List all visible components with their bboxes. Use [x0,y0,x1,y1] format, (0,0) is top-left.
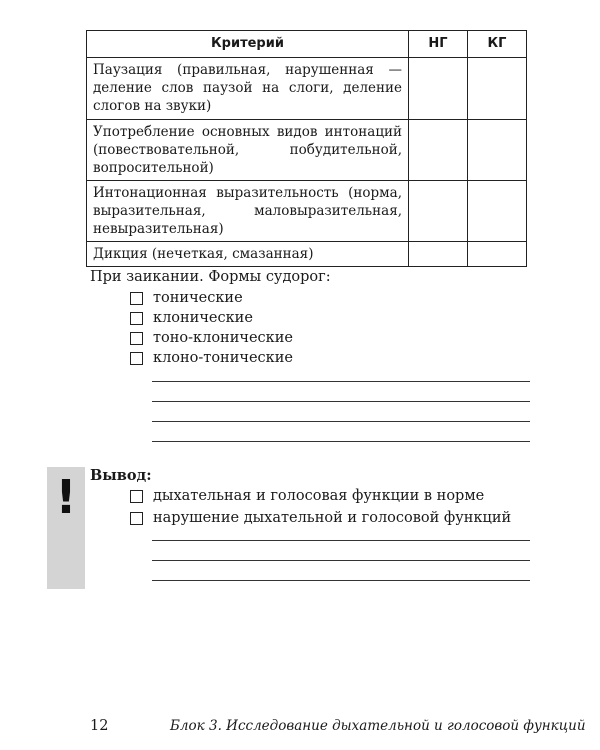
header-criterion: Критерий [87,31,409,58]
write-in-line[interactable] [152,540,530,541]
checkbox[interactable] [130,352,143,365]
checkbox[interactable] [130,312,143,325]
write-in-line[interactable] [152,381,530,382]
running-footer: Блок 3. Исследование дыхательной и голосовой функций [170,718,586,734]
exclamation-icon: ! [55,470,77,524]
ng-cell[interactable] [409,120,468,181]
write-in-line[interactable] [152,421,530,422]
table-row [87,58,527,120]
ng-cell[interactable] [409,181,468,242]
option-tono-clonic[interactable] [130,330,293,346]
option-label: нарушение дыхательной и голосовой функций [153,510,512,526]
stuttering-heading: При заикании. Формы судорог: [90,269,331,285]
checkbox[interactable] [130,512,143,525]
criterion-cell: Употребление основных видов интонаций (повествовательной, побудительной, вопросительной) [87,120,409,181]
criterion-cell: Интонационная выразительность (норма, выразительная, маловыразительная, невыразительная) [87,181,409,242]
option-label: клонические [153,310,253,326]
option-label: клоно-тонические [153,350,293,366]
table-row [87,120,527,181]
write-in-line[interactable] [152,441,530,442]
option-label: тонические [153,290,243,306]
criteria-table [86,30,527,267]
kg-cell[interactable] [468,181,527,242]
header-ng: НГ [409,31,468,58]
option-clonic[interactable] [130,310,253,326]
table-row [87,181,527,242]
ng-cell[interactable] [409,242,468,267]
write-in-line[interactable] [152,401,530,402]
page-number: 12 [90,718,109,734]
checkbox[interactable] [130,292,143,305]
criterion-cell: Паузация (правильная, нарушенная — деление слов паузой на слоги, деление слогов на звуки) [87,58,409,120]
kg-cell[interactable] [468,120,527,181]
kg-cell[interactable] [468,242,527,267]
conclusion-sidebar [47,467,85,589]
checkbox[interactable] [130,490,143,503]
criterion-cell: Дикция (нечеткая, смазанная) [87,242,409,267]
option-label: тоно-клонические [153,330,293,346]
header-kg: КГ [468,31,527,58]
kg-cell[interactable] [468,58,527,120]
option-clono-tonic[interactable] [130,350,293,366]
table-row [87,242,527,267]
option-impaired-function[interactable] [130,510,511,526]
option-label: дыхательная и голосовая функции в норме [153,488,485,504]
option-normal-function[interactable] [130,488,484,504]
checkbox[interactable] [130,332,143,345]
conclusion-heading: Вывод: [90,467,152,484]
option-tonic[interactable] [130,290,243,306]
write-in-line[interactable] [152,560,530,561]
write-in-line[interactable] [152,580,530,581]
table-header-row [87,31,527,58]
ng-cell[interactable] [409,58,468,120]
